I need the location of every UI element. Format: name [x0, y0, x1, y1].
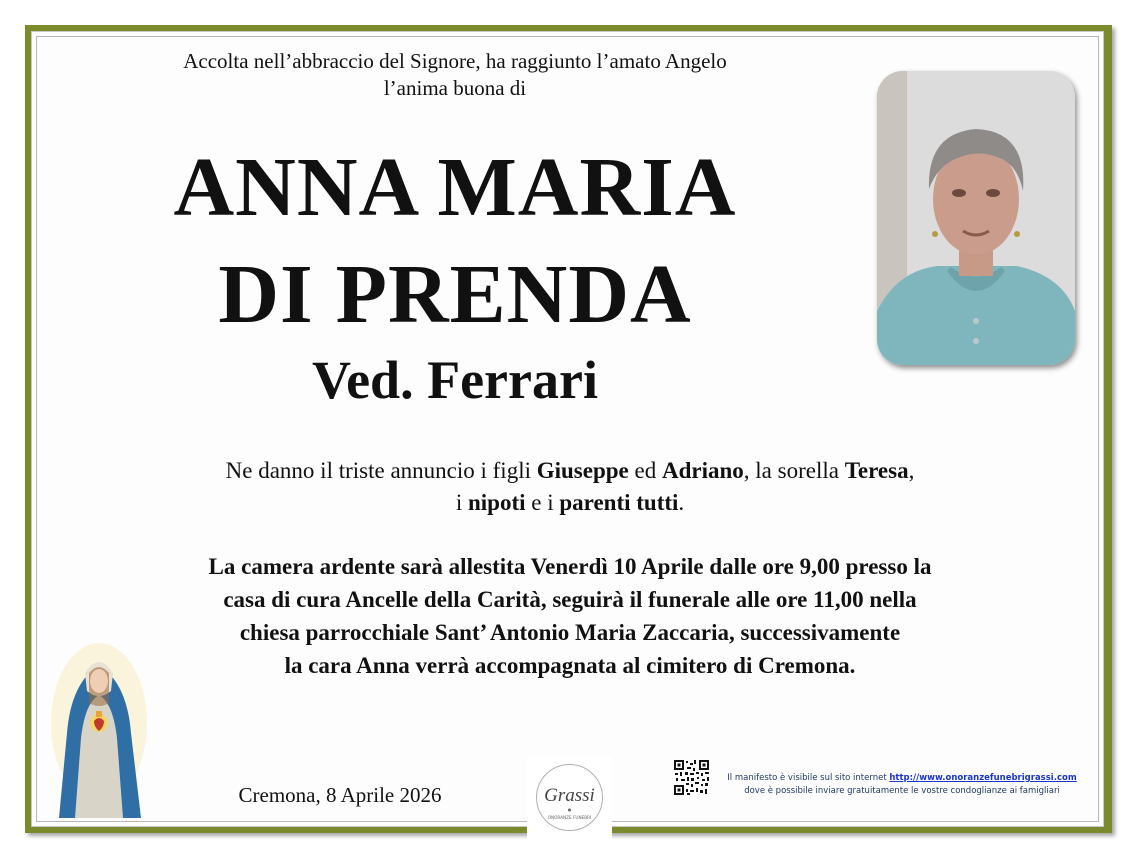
- announcement-text: .: [678, 490, 685, 515]
- ceremony-line-3: chiesa parrocchiale Sant’ Antonio Maria Zaccaria, successivamente: [239, 620, 901, 645]
- ceremony-line-1: La camera ardente sarà allestita Venerdì 10 Aprile dalle ore 9,00 presso la: [208, 554, 932, 579]
- announcement-text: , la sorella: [743, 458, 845, 483]
- sister-name: Teresa: [844, 458, 909, 483]
- deceased-surname: DI PRENDA: [218, 248, 692, 341]
- ceremony-line-4: la cara Anna verrà accompagnata al cimitero di Cremona.: [284, 653, 856, 678]
- announcement-text: ed: [628, 458, 662, 483]
- intro-line-1: Accolta nell’abbraccio del Signore, ha raggiunto l’amato Angelo: [183, 49, 727, 73]
- website-notice-line-2: dove è possibile inviare gratuitamente le vostre condoglianze ai famigliari: [744, 786, 1060, 796]
- announcement-text: ,: [908, 458, 915, 483]
- ceremony-line-2: casa di cura Ancelle della Carità, seguirà il funerale alle ore 11,00 nella: [223, 587, 917, 612]
- website-notice-line-1: [722, 772, 1082, 785]
- announcement-text: Ne danno il triste annuncio i figli: [225, 458, 537, 483]
- website-notice: [722, 772, 1082, 798]
- widow-of: Ved. Ferrari: [312, 350, 598, 410]
- qr-code-icon[interactable]: [673, 759, 710, 796]
- announcement: [120, 455, 1020, 519]
- announcement-line-1: [120, 455, 1020, 487]
- announcement-line-2: [120, 487, 1020, 519]
- ceremony-details: [100, 550, 1040, 682]
- website-notice-text: Il manifesto è visibile sul sito internet: [727, 773, 890, 783]
- son-name: Giuseppe: [536, 458, 629, 483]
- announcement-text: i: [455, 490, 468, 515]
- funeral-home-logo: [527, 755, 612, 840]
- intro-text: [130, 48, 780, 102]
- portrait-photo: [877, 71, 1075, 365]
- son-name: Adriano: [661, 458, 744, 483]
- announcement-text: e i: [525, 490, 560, 515]
- logo-name: Grassi: [544, 785, 595, 806]
- nephews: nipoti: [467, 490, 526, 515]
- deceased-first-names: ANNA MARIA: [173, 141, 737, 234]
- intro-line-2: l’anima buona di: [383, 76, 527, 100]
- logo-subtitle: ONORANZE FUNEBRI: [547, 815, 592, 820]
- madonna-image: [49, 643, 149, 818]
- relatives: parenti tutti: [559, 490, 679, 515]
- place-and-date: Cremona, 8 Aprile 2026: [238, 783, 442, 807]
- website-link[interactable]: http://www.onoranzefunebrigrassi.com: [889, 773, 1077, 783]
